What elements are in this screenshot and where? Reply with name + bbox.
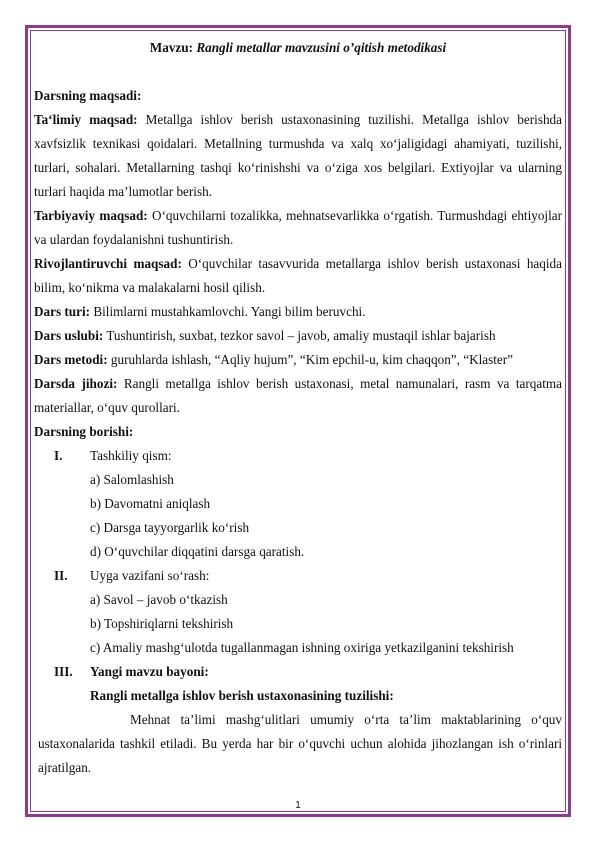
step-3-title: Yangi mavzu bayoni: [90, 664, 209, 679]
lesson-method-label: Dars metodi: [34, 352, 108, 367]
lesson-equipment-paragraph [34, 372, 562, 420]
page-number: 1 [295, 800, 301, 811]
step-3-row [34, 660, 562, 684]
developmental-goal-paragraph [34, 252, 562, 300]
educational-goal-paragraph [34, 108, 562, 204]
title-topic: Rangli metallar mavzusini o’qitish metodikasi [196, 40, 447, 55]
lesson-method-line [34, 348, 562, 372]
title-prefix: Mavzu: [149, 40, 197, 55]
goals-heading: Darsning maqsadi: [34, 88, 142, 103]
educational-goal-text: Metallga ishlov berish ustaxonasining tuzilishi. Metallga ishlov berishda xavfsizlik texnikasi qoidalari. Metallning turmushda va xalq xo‘jaligidagi ahamiyati, tuzilishi, turlari, sohalari. Metallarning tashqi ko‘rinishshi va o‘ziga xos belgilari. Extiyojlar va ularning turlari haqida ma’lumotlar berish. [34, 112, 562, 199]
educational-goal-label: Ta‘limiy maqsad: [34, 112, 138, 127]
lesson-equipment-text: Rangli metallga ishlov berish ustaxonasi, metal namunalari, rasm va tarqatma materiallar, o‘quv qurollari. [34, 376, 562, 415]
step-1-item: a) Salomlashish [90, 472, 174, 487]
lesson-style-text: Tushuntirish, suxbat, tezkor savol – javob, amaliy mustaqil ishlar bajarish [103, 328, 496, 343]
step-1-title: Tashkiliy qism: [90, 448, 172, 463]
final-paragraph: Mehnat ta’limi mashg‘ulitlari umumiy o‘rta ta’lim maktablarining o‘quv ustaxonalarida tashkil etiladi. Bu yerda har bir o‘quvchi uchun alohida jihozlangan ish o‘rinlari ajratilgan. [38, 712, 562, 775]
step-2-item: c) Amaliy mashg‘ulotda tugallanmagan ishning oxiriga yetkazilganini tekshirish [90, 640, 514, 655]
document-body [34, 36, 562, 780]
document-title [34, 36, 562, 60]
upbringing-goal-text: O‘quvchilarni tozalikka, mehnatsevarlikka o‘rgatish. Turmushdagi ehtiyojlar va ulardan foydalanishni tushuntirish. [34, 208, 562, 247]
step-2-row [34, 564, 562, 588]
developmental-goal-text: O‘quvchilar tasavvurida metallarga ishlov berish ustaxonasi haqida bilim, ko‘nikma va malakalarni hosil qilish. [34, 256, 562, 295]
step-2-item: b) Topshiriqlarni tekshirish [90, 616, 234, 631]
step-1-row [34, 444, 562, 468]
step-1-item: b) Davomatni aniqlash [90, 496, 211, 511]
upbringing-goal-paragraph [34, 204, 562, 252]
developmental-goal-label: Rivojlantiruvchi maqsad: [34, 256, 182, 271]
step-2-item: a) Savol – javob o‘tkazish [90, 592, 228, 607]
lesson-method-text: guruhlarda ishlash, “Aqliy hujum”, “Kim epchil-u, kim chaqqon”, “Klaster” [107, 352, 514, 367]
subsection-heading: Rangli metallga ishlov berish ustaxonasining tuzilishi: [90, 688, 394, 703]
step-2-number: II. [54, 568, 68, 583]
lesson-flow-heading: Darsning borishi: [34, 424, 134, 439]
step-1-item: d) O‘quvchilar diqqatini darsga qaratish. [90, 544, 305, 559]
step-1-item: c) Darsga tayyorgarlik ko‘rish [90, 520, 250, 535]
step-1-number: I. [54, 448, 63, 463]
lesson-type-text: Bilimlarni mustahkamlovchi. Yangi bilim beruvchi. [90, 304, 366, 319]
lesson-style-label: Dars uslubi: [34, 328, 104, 343]
lesson-type-line [34, 300, 562, 324]
step-2-title: Uyga vazifani so‘rash: [90, 568, 210, 583]
lesson-type-label: Dars turi: [34, 304, 91, 319]
step-3-number: III. [54, 664, 73, 679]
lesson-style-line [34, 324, 562, 348]
lesson-equipment-label: Darsda jihozi: [34, 376, 118, 391]
upbringing-goal-label: Tarbiyaviy maqsad: [34, 208, 148, 223]
